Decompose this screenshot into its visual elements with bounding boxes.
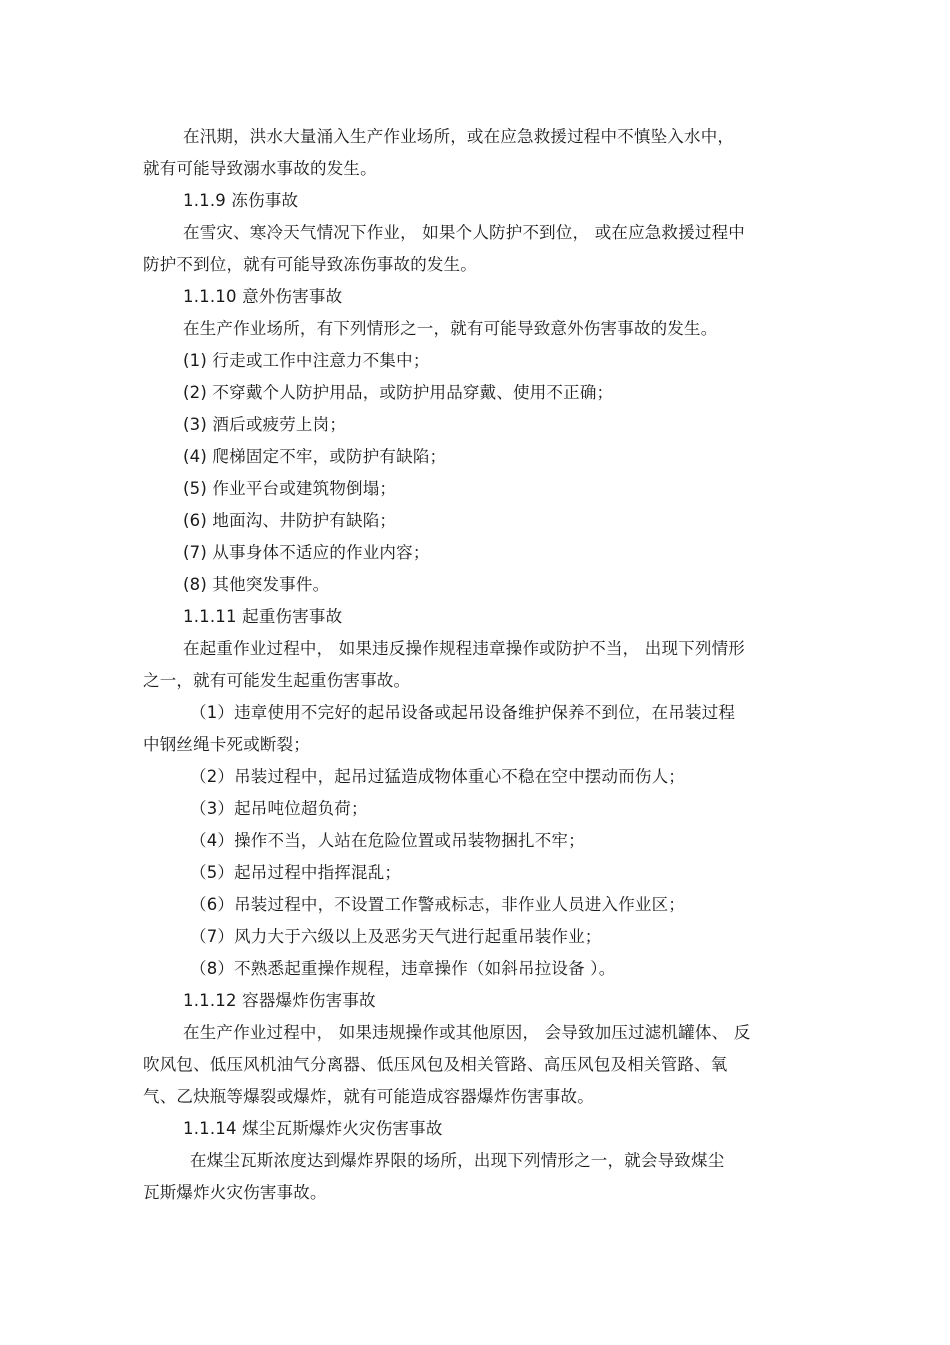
list-item: (8) 其他突发事件。 <box>183 575 330 594</box>
paragraph-line: 在煤尘瓦斯浓度达到爆炸界限的场所，出现下列情形之一，就会导致煤尘 <box>190 1151 725 1170</box>
list-item: （4）操作不当，人站在危险位置或吊装物捆扎不牢； <box>190 831 585 850</box>
list-item: （7）风力大于六级以上及恶劣天气进行起重吊装作业； <box>190 927 602 946</box>
paragraph-line: 吹风包、低压风机油气分离器、低压风包及相关管路、高压风包及相关管路、氧 <box>143 1055 728 1074</box>
paragraph-line: 之一，就有可能发生起重伤害事故。 <box>143 671 411 690</box>
list-item: （6）吊装过程中，不设置工作警戒标志，非作业人员进入作业区； <box>190 895 685 914</box>
list-item: (4) 爬梯固定不牢，或防护有缺陷； <box>183 447 447 466</box>
section-heading: 1.1.9 冻伤事故 <box>183 191 299 210</box>
paragraph-line: 在起重作业过程中， 如果违反操作规程违章操作或防护不当， 出现下列情形 <box>183 639 745 658</box>
list-item-continuation: 中钢丝绳卡死或断裂； <box>143 735 310 754</box>
paragraph-line: 气、乙炔瓶等爆裂或爆炸，就有可能造成容器爆炸伤害事故。 <box>143 1087 594 1106</box>
list-item: （3）起吊吨位超负荷； <box>190 799 368 818</box>
section-heading: 1.1.12 容器爆炸伤害事故 <box>183 991 376 1010</box>
list-item: (5) 作业平台或建筑物倒塌； <box>183 479 397 498</box>
list-item: （5）起吊过程中指挥混乱； <box>190 863 402 882</box>
list-item: (7) 从事身体不适应的作业内容； <box>183 543 430 562</box>
paragraph-line: 在生产作业过程中， 如果违规操作或其他原因， 会导致加压过滤机罐体、 反 <box>183 1023 751 1042</box>
section-heading: 1.1.10 意外伤害事故 <box>183 287 343 306</box>
paragraph-line: 在生产作业场所，有下列情形之一，就有可能导致意外伤害事故的发生。 <box>183 319 718 338</box>
paragraph-line: 防护不到位，就有可能导致冻伤事故的发生。 <box>143 255 477 274</box>
section-heading: 1.1.11 起重伤害事故 <box>183 607 343 626</box>
list-item: （8）不熟悉起重操作规程，违章操作（如斜吊拉设备 ）。 <box>190 959 616 978</box>
list-item: (3) 酒后或疲劳上岗； <box>183 415 347 434</box>
paragraph-line: 就有可能导致溺水事故的发生。 <box>143 159 377 178</box>
paragraph-line: 在雪灾、寒冷天气情况下作业， 如果个人防护不到位， 或在应急救援过程中 <box>183 223 745 242</box>
list-item: （2）吊装过程中，起吊过猛造成物体重心不稳在空中摆动而伤人； <box>190 767 685 786</box>
list-item: （1）违章使用不完好的起吊设备或起吊设备维护保养不到位，在吊装过程 <box>190 703 736 722</box>
section-heading: 1.1.14 煤尘瓦斯爆炸火灾伤害事故 <box>183 1119 443 1138</box>
list-item: (2) 不穿戴个人防护用品，或防护用品穿戴、使用不正确； <box>183 383 614 402</box>
paragraph-line: 在汛期，洪水大量涌入生产作业场所，或在应急救援过程中不慎坠入水中， <box>183 127 735 146</box>
list-item: (1) 行走或工作中注意力不集中； <box>183 351 430 370</box>
paragraph-line: 瓦斯爆炸火灾伤害事故。 <box>143 1183 327 1202</box>
list-item: (6) 地面沟、井防护有缺陷； <box>183 511 397 530</box>
